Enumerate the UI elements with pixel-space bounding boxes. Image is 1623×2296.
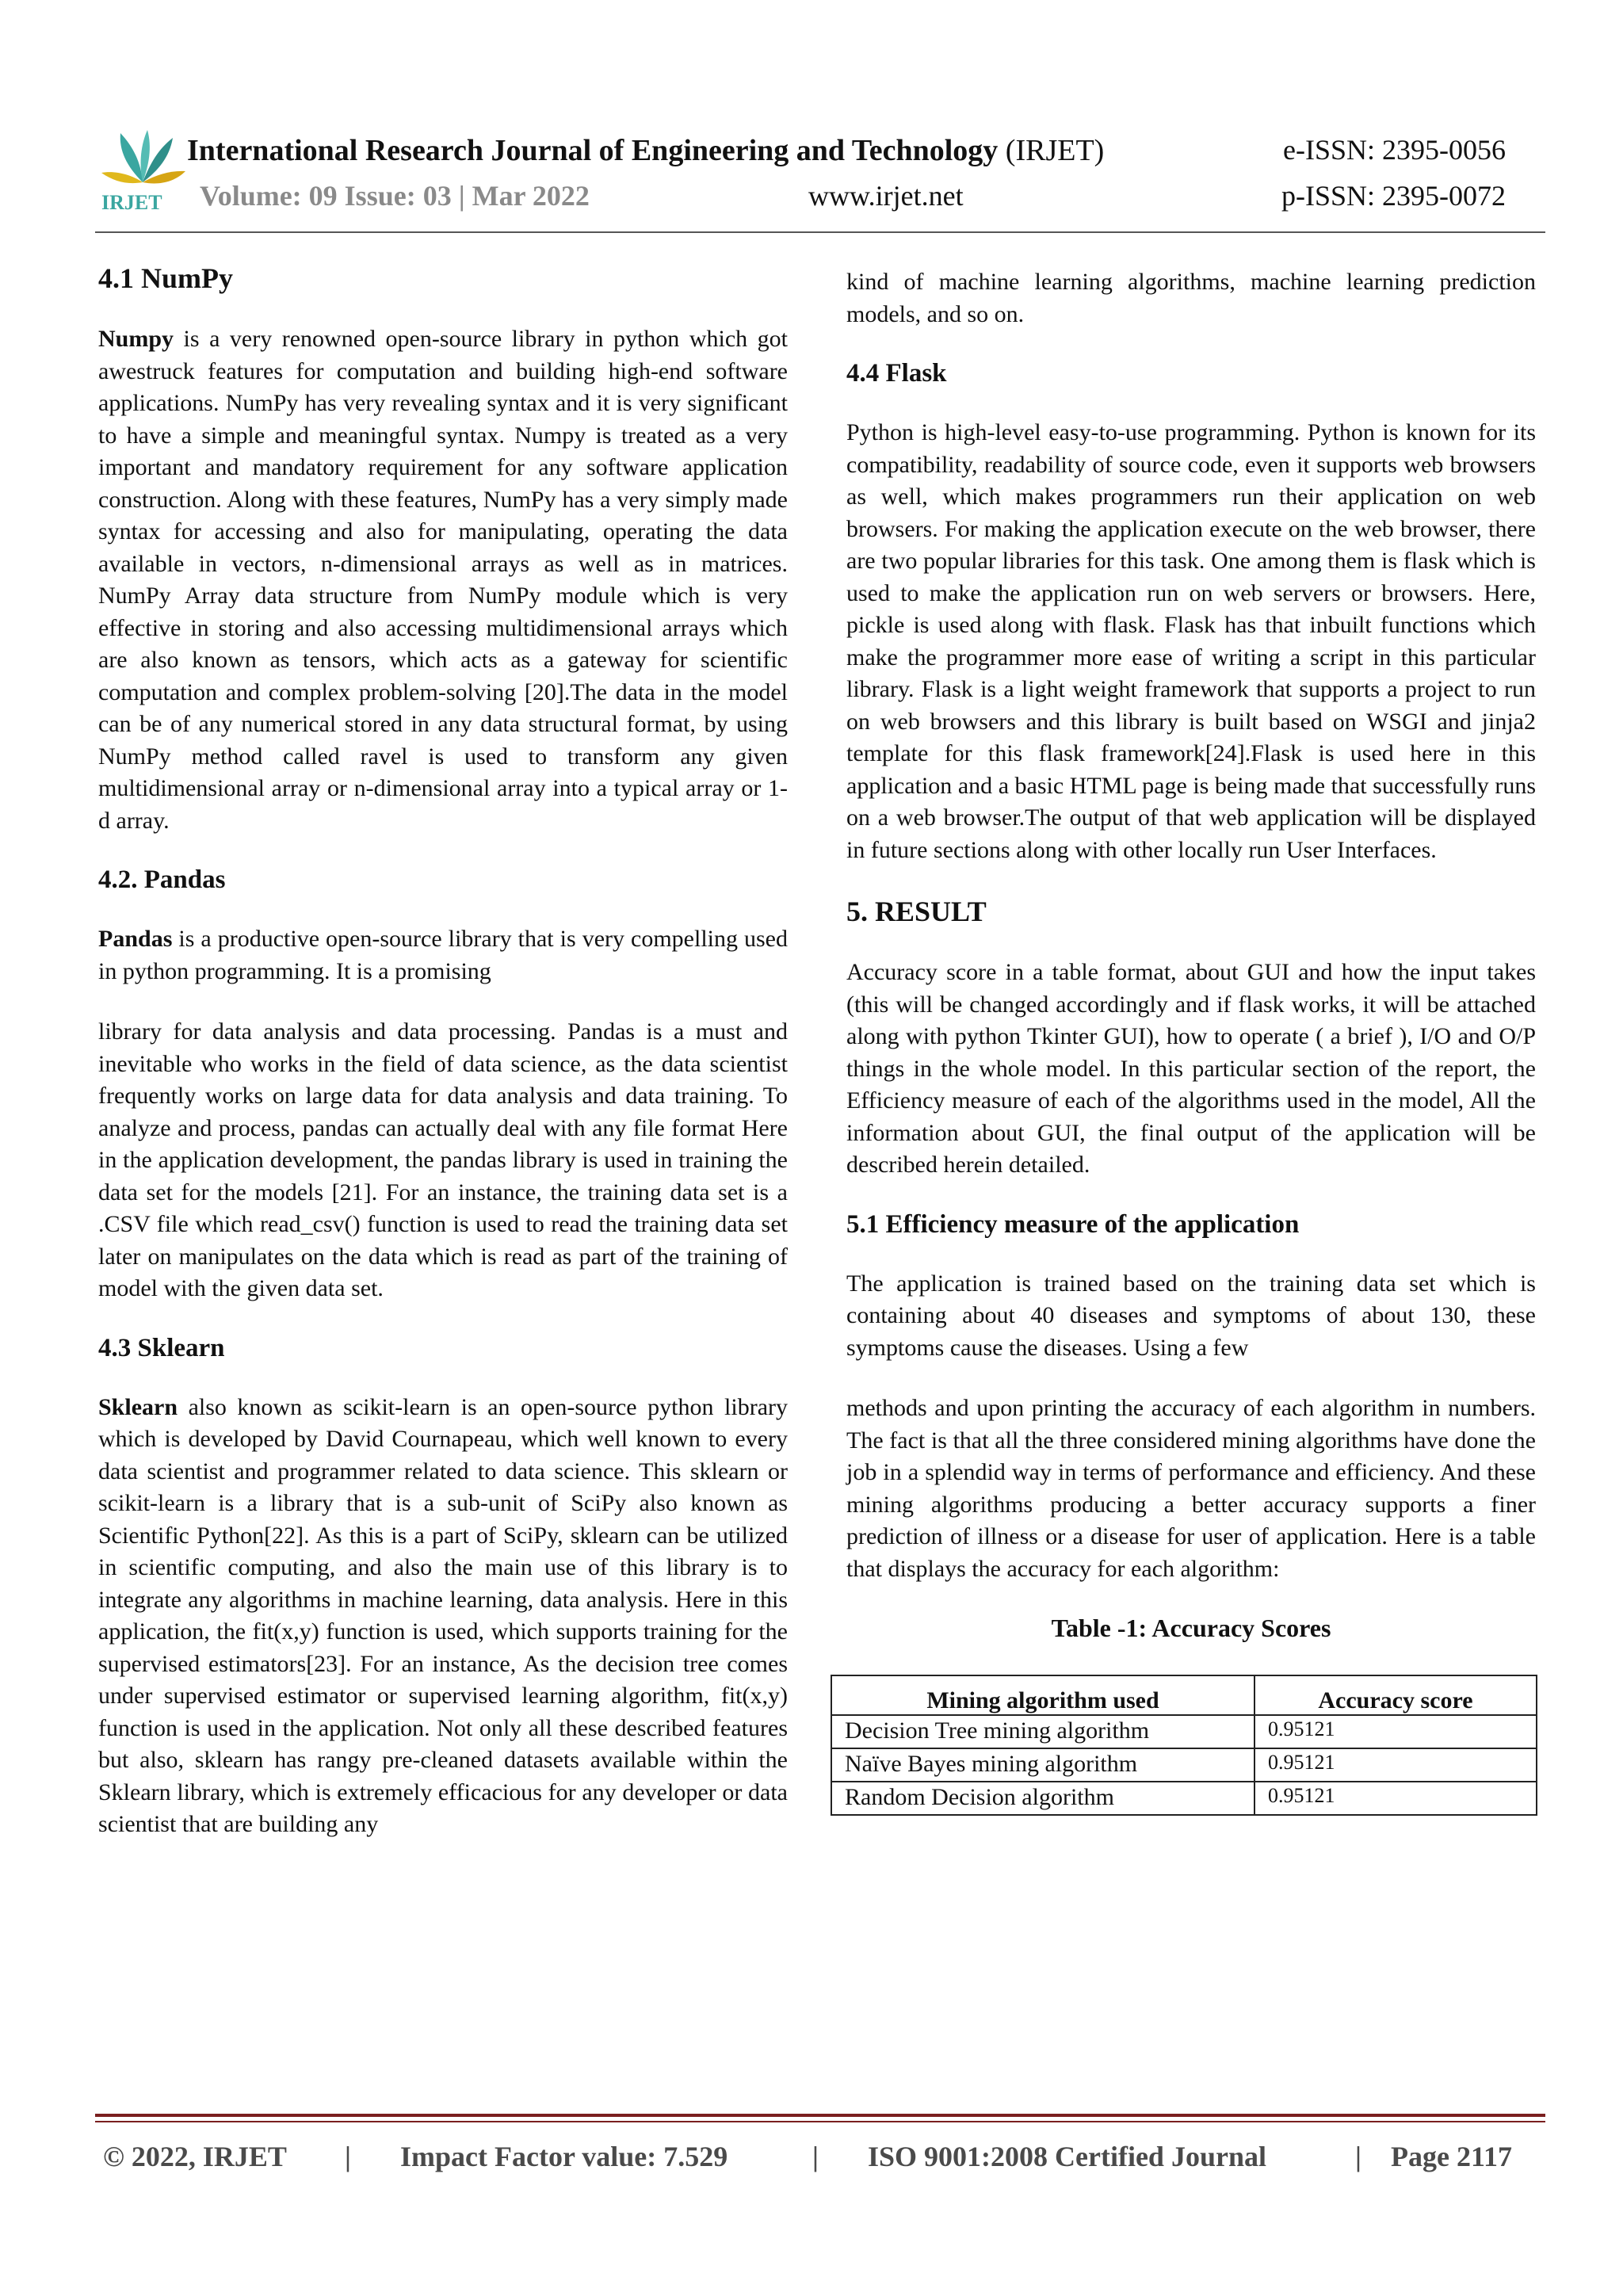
page-header bbox=[95, 127, 1545, 238]
volume-issue: Volume: 09 Issue: 03 | Mar 2022 bbox=[200, 180, 590, 212]
pandas-text: is a productive open-source library that is very compelling used in python programming. It is a promising bbox=[98, 926, 788, 984]
footer-separator: | bbox=[345, 2141, 351, 2172]
table-cell-accuracy: 0.95121 bbox=[1254, 1748, 1537, 1782]
footer-impact-factor: Impact Factor value: 7.529 bbox=[400, 2141, 728, 2172]
section-title-result: 5. RESULT bbox=[846, 896, 987, 927]
table-row bbox=[831, 1748, 1537, 1782]
page-footer bbox=[103, 2140, 1537, 2179]
section-title-pandas: 4.2. Pandas bbox=[98, 865, 226, 894]
table-row bbox=[831, 1782, 1537, 1815]
efficiency-paragraph: The application is trained based on the training data set which is containing about 40 diseases and symptoms of about 130, these symptoms cause the diseases. Using a few bbox=[846, 1270, 1536, 1361]
footer-page-number: Page 2117 bbox=[1391, 2141, 1512, 2172]
footer-divider-thick bbox=[95, 2114, 1545, 2117]
journal-website[interactable]: www.irjet.net bbox=[808, 180, 964, 212]
pandas-paragraph-cont: library for data analysis and data processing. Pandas is a must and inevitable who works in the field of data science, as the data scientist frequently works on large data for data analysis and data training. To analyze and process, pandas can actually deal with any file format Here in the application development, the pandas library is used in training the data set for the models [21]. For an instance, the training data set is a .CSV file which read_csv() function is used to read the training data set later on manipulates on the data which is read as part of the training of model with the given data set. bbox=[98, 1018, 788, 1301]
numpy-term: Numpy bbox=[98, 326, 174, 352]
eissn: e-ISSN: 2395-0056 bbox=[1283, 134, 1506, 166]
journal-title bbox=[187, 133, 1104, 168]
pandas-term: Pandas bbox=[98, 926, 173, 952]
footer-divider-thin bbox=[95, 2121, 1545, 2122]
accuracy-table bbox=[831, 1675, 1537, 1816]
footer-separator: | bbox=[1355, 2141, 1361, 2172]
sklearn-text: also known as scikit-learn is an open-source python library which is developed by David Cournapeau, which well known to every data scientist and programmer related to data science. This sklearn or scikit-learn is a library that is a sub-unit of SciPy also known as Scientific Python[22]. As this is a part of SciPy, sklearn can be utilized in scientific computing, and also the main use of this library is to integrate any algorithms in machine learning, data analysis. Here in this application, the fit(x,y) function is used, which supports training for the supervised estimators[23]. For an instance, As the decision tree comes under supervised estimator or supervised learning algorithm, fit(x,y) function is used in the application. Not only all these described features but also, sklearn has rangy pre-cleaned datasets available within the Sklearn library, which is extremely efficacious for any developer or data scientist that are building any bbox=[98, 1393, 788, 1837]
table-cell-algorithm: Random Decision algorithm bbox=[831, 1782, 1254, 1815]
journal-name: International Research Journal of Engineering and Technology bbox=[187, 134, 999, 167]
sklearn-paragraph-cont: kind of machine learning algorithms, machine learning prediction models, and so on. bbox=[846, 269, 1536, 327]
table-cell-accuracy: 0.95121 bbox=[1254, 1715, 1537, 1748]
table-cell-algorithm: Naïve Bayes mining algorithm bbox=[831, 1748, 1254, 1782]
logo-text: IRJET bbox=[101, 191, 162, 214]
efficiency-paragraph-cont: methods and upon printing the accuracy of each algorithm in numbers. The fact is that all the three considered mining algorithms have done the job in a splendid way in terms of performance and efficiency. And these mining algorithms producing a better accuracy supports a finer prediction of illness or a disease for user of application. Here is a table that displays the accuracy for each algorithm: bbox=[846, 1395, 1536, 1582]
pissn: p-ISSN: 2395-0072 bbox=[1281, 180, 1506, 212]
table-cell-accuracy: 0.95121 bbox=[1254, 1782, 1537, 1815]
table-caption: Table -1: Accuracy Scores bbox=[1051, 1614, 1331, 1642]
logo-leaves-icon bbox=[101, 130, 185, 183]
left-column bbox=[98, 262, 788, 1870]
footer-separator: | bbox=[812, 2141, 819, 2172]
flask-paragraph: Python is high-level easy-to-use programming. Python is known for its compatibility, readability of source code, even it supports web browsers as well, which makes programmers run their application on web browsers. For making the application execute on the web browser, there are two popular libraries for this task. One among them is flask which is used to make the application run on web servers or browsers. Here, pickle is used along with flask. Flask has that inbuilt functions which make the programmer more ease of writing a script in this particular library. Flask is a light weight framework that supports a project to run on web browsers and this library is built based on WSGI and jinja2 template for this flask framework[24].Flask is used here in this application and a basic HTML page is being made that successfully runs on a web browser.The output of that web application will be displayed in future sections along with other locally run User Interfaces. bbox=[846, 419, 1536, 863]
table-row bbox=[831, 1715, 1537, 1748]
table-header-row bbox=[831, 1675, 1537, 1715]
sklearn-paragraph bbox=[98, 1392, 788, 1841]
result-paragraph: Accuracy score in a table format, about GUI and how the input takes (this will be changed accordingly and if flask works, it will be attached along with python Tkinter GUI), how to operate ( a brief ), I/O and O/P things in the whole model. In this particular section of the report, the Efficiency measure of each of the algorithms used in the model, All the information about GUI, the final output of the application will be described herein detailed. bbox=[846, 959, 1536, 1178]
irjet-logo bbox=[95, 127, 190, 214]
table-cell-algorithm: Decision Tree mining algorithm bbox=[831, 1715, 1254, 1748]
footer-iso: ISO 9001:2008 Certified Journal bbox=[868, 2141, 1266, 2172]
section-title-efficiency: 5.1 Efficiency measure of the application bbox=[846, 1209, 1300, 1239]
table-header-accuracy: Accuracy score bbox=[1254, 1675, 1537, 1715]
footer-copyright: © 2022, IRJET bbox=[103, 2141, 287, 2172]
section-title-numpy: 4.1 NumPy bbox=[98, 262, 233, 294]
sklearn-term: Sklearn bbox=[98, 1393, 178, 1420]
numpy-text: is a very renowned open-source library in python which got awestruck features for computation and building high-end software applications. NumPy has very revealing syntax and it is very significant to have a simple and meaningful syntax. Numpy is treated as a very important and mandatory requirement for any software application construction. Along with these features, NumPy has a very simply made syntax for accessing and also for manipulating, operating the data available in vectors, n-dimensional arrays as well as in matrices. NumPy Array data structure from NumPy module which is very effective in storing and also accessing multidimensional arrays which are also known as tensors, which acts as a gateway for scientific computation and complex problem-solving [20].The data in the model can be of any numerical stored in any data structural format, by using NumPy method called ravel is used to transform any given multidimensional array or n-dimensional array into a typical array or 1-d array. bbox=[98, 326, 788, 834]
table-header-algorithm: Mining algorithm used bbox=[831, 1675, 1254, 1715]
header-divider bbox=[95, 231, 1545, 233]
journal-abbr: (IRJET) bbox=[1005, 134, 1105, 167]
section-title-sklearn: 4.3 Sklearn bbox=[98, 1333, 225, 1362]
section-title-flask: 4.4 Flask bbox=[846, 359, 947, 388]
pandas-paragraph bbox=[98, 923, 788, 988]
numpy-paragraph bbox=[98, 323, 788, 837]
right-column bbox=[846, 266, 1536, 1816]
